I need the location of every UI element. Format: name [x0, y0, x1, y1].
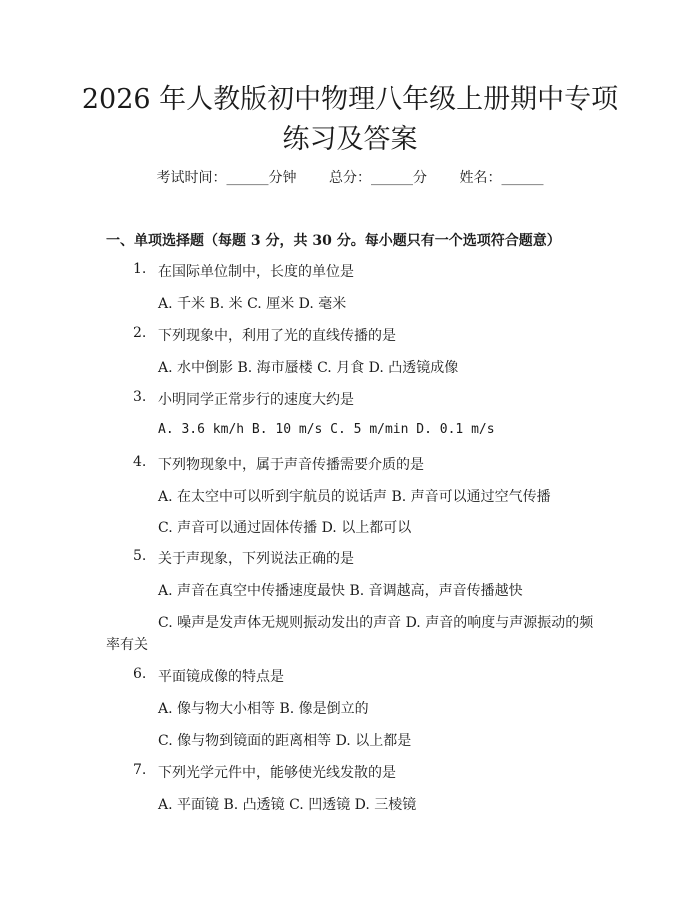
question-number: 6.: [133, 666, 147, 682]
section-heading: 一、单项选择题（每题 3 分，共 30 分。每小题只有一个选项符合题意）: [106, 233, 561, 249]
question-text: 平面镜成像的特点是: [158, 669, 284, 685]
question-number: 2.: [133, 325, 147, 341]
question-options: A. 3.6 km/h B. 10 m/s C. 5 m/min D. 0.1 m/s: [158, 422, 495, 437]
question-options-continued: 率有关: [106, 637, 148, 653]
exam-score: 总分：______分: [329, 170, 427, 186]
exam-time: 考试时间：______分钟: [156, 170, 297, 186]
question-text: 下列物现象中，属于声音传播需要介质的是: [158, 457, 424, 473]
question-options: A. 在太空中可以听到宇航员的说话声 B. 声音可以通过空气传播: [158, 489, 551, 505]
question-options: A. 千米 B. 米 C. 厘米 D. 毫米: [158, 296, 347, 312]
question-options: A. 像与物大小相等 B. 像是倒立的: [158, 701, 369, 717]
student-name: 姓名：______: [459, 170, 544, 186]
question-options: C. 噪声是发声体无规则振动发出的声音 D. 声音的响度与声源振动的频: [158, 615, 594, 631]
document-title: [40, 80, 660, 160]
question-options: A. 水中倒影 B. 海市蜃楼 C. 月食 D. 凸透镜成像: [158, 360, 459, 376]
title-line-1: 2026 年人教版初中物理八年级上册期中专项: [81, 84, 619, 115]
question-text: 关于声现象，下列说法正确的是: [158, 551, 354, 567]
question-text: 在国际单位制中，长度的单位是: [158, 264, 354, 280]
question-number: 5.: [133, 548, 147, 564]
question-text: 下列现象中，利用了光的直线传播的是: [158, 328, 396, 344]
question-options: C. 像与物到镜面的距离相等 D. 以上都是: [158, 733, 412, 749]
question-text: 小明同学正常步行的速度大约是: [158, 392, 354, 408]
question-text: 下列光学元件中，能够使光线发散的是: [158, 765, 396, 781]
question-options: A. 平面镜 B. 凸透镜 C. 凹透镜 D. 三棱镜: [158, 797, 417, 813]
question-number: 1.: [133, 261, 147, 277]
question-number: 3.: [133, 389, 147, 405]
title-line-2: 练习及答案: [282, 124, 418, 155]
question-number: 7.: [133, 762, 147, 778]
question-options: A. 声音在真空中传播速度最快 B. 音调越高，声音传播越快: [158, 583, 523, 599]
question-number: 4.: [133, 454, 147, 470]
exam-meta: [0, 167, 700, 187]
question-options: C. 声音可以通过固体传播 D. 以上都可以: [158, 520, 412, 536]
